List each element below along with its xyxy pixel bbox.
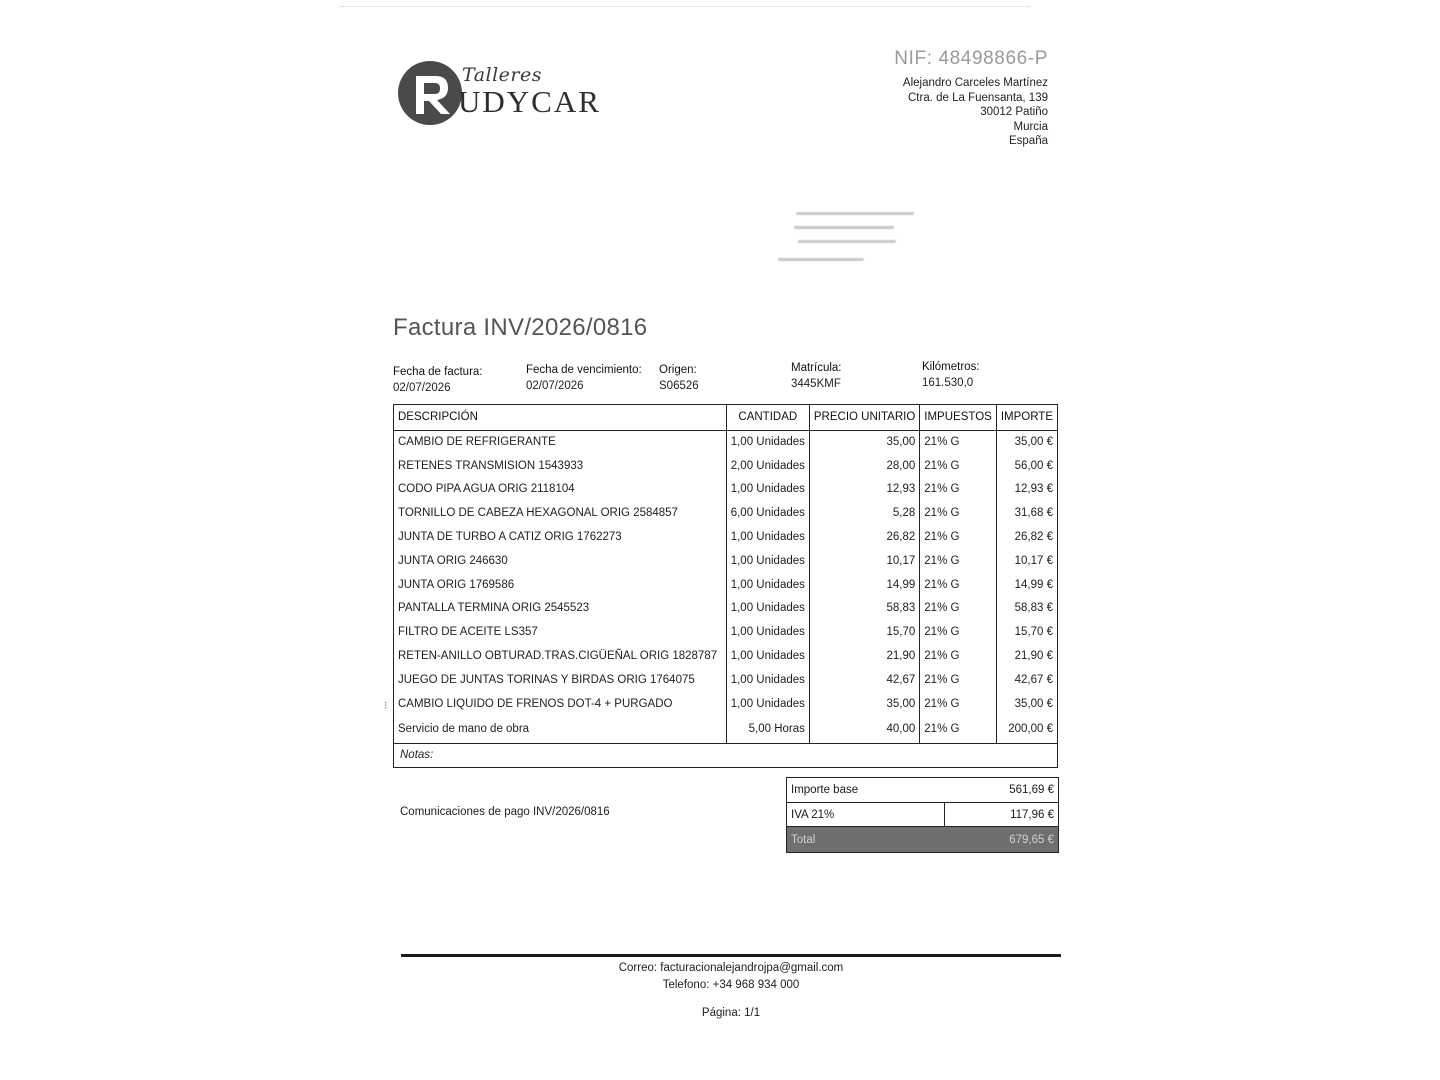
scan-artifact: [340, 6, 1030, 12]
totals-label: Total: [791, 833, 816, 846]
scan-margin-mark: ⁝: [384, 700, 388, 712]
cell-quantity: 5,00 Horas: [726, 716, 809, 743]
cell-quantity: 1,00 Unidades: [726, 549, 809, 573]
meta-label: Matrícula:: [791, 362, 842, 374]
cell-amount: 35,00 €: [1014, 436, 1053, 449]
table-row: [394, 692, 1057, 716]
footer-contact: [401, 960, 1061, 994]
cell-quantity: 1,00 Unidades: [726, 478, 809, 502]
cell-amount: 26,82 €: [1014, 531, 1053, 544]
cell-unit-price: 14,99: [809, 573, 919, 597]
company-info: [894, 48, 1048, 149]
cell-taxes: 21% G: [920, 668, 997, 692]
table-row: [394, 454, 1057, 478]
meta-value: 3445KMF: [791, 378, 841, 390]
cell-unit-price: 28,00: [809, 454, 919, 478]
notes-field: Notas:: [394, 743, 1057, 767]
col-header-taxes: IMPUESTOS: [920, 405, 997, 430]
meta-value: 02/07/2026: [393, 382, 451, 394]
cell-taxes: 21% G: [920, 573, 997, 597]
col-header-description: DESCRIPCIÓN: [394, 405, 726, 430]
totals-label: Importe base: [791, 784, 859, 796]
cell-description: Servicio de mano de obra: [394, 716, 726, 743]
meta-km: [922, 359, 980, 391]
cell-quantity: 1,00 Unidades: [726, 525, 809, 549]
cell-taxes: 21% G: [920, 478, 997, 502]
company-postcode-city: 30012 Patiño: [980, 106, 1048, 118]
cell-description: CAMBIO DE REFRIGERANTE: [394, 430, 726, 454]
cell-unit-price: 5,28: [809, 501, 919, 525]
logo-script-text: Talleres: [462, 64, 542, 86]
cell-unit-price: 58,83: [809, 597, 919, 621]
cell-quantity: 1,00 Unidades: [726, 668, 809, 692]
cell-amount: 10,17 €: [1014, 554, 1053, 567]
table-row: [394, 716, 1057, 743]
meta-label: Fecha de vencimiento:: [526, 364, 642, 376]
logo-wordmark: UDYCAR: [458, 84, 601, 119]
col-header-quantity: CANTIDAD: [726, 405, 809, 430]
meta-plate: [791, 360, 842, 392]
table-row: [394, 620, 1057, 644]
cell-unit-price: 42,67: [809, 668, 919, 692]
meta-label: Fecha de factura:: [393, 366, 483, 378]
cell-unit-price: 40,00: [809, 716, 919, 743]
cell-unit-price: 10,17: [809, 549, 919, 573]
cell-taxes: 21% G: [920, 597, 997, 621]
table-row: [394, 525, 1057, 549]
cell-description: CAMBIO LIQUIDO DE FRENOS DOT-4 + PURGADO: [394, 692, 726, 716]
col-header-amount: IMPORTE: [996, 405, 1057, 430]
cell-taxes: 21% G: [920, 549, 997, 573]
cell-taxes: 21% G: [920, 501, 997, 525]
cell-amount: 15,70 €: [1014, 626, 1053, 639]
invoice-lines-table: [393, 404, 1058, 768]
totals-value: 679,65 €: [1009, 833, 1054, 846]
table-row: [394, 501, 1057, 525]
cell-description: JUEGO DE JUNTAS TORINAS Y BIRDAS ORIG 1764075: [394, 668, 726, 692]
cell-amount: 58,83 €: [1014, 602, 1053, 615]
company-nif: NIF: 48498866-P: [894, 48, 1048, 69]
cell-amount: 200,00 €: [1008, 723, 1053, 736]
company-country: España: [1008, 135, 1048, 147]
cell-description: RETENES TRANSMISION 1543933: [394, 454, 726, 478]
meta-label: Kilómetros:: [922, 361, 980, 373]
cell-amount: 12,93 €: [1014, 483, 1053, 496]
meta-invoice-date: [393, 364, 483, 396]
cell-amount: 35,00 €: [1014, 697, 1053, 710]
meta-label: Origen:: [659, 364, 697, 376]
cell-amount: 21,90 €: [1014, 650, 1053, 663]
totals-label: IVA 21%: [791, 808, 835, 821]
redacted-recipient-address: [778, 208, 923, 270]
company-name: Alejandro Carceles Martínez: [902, 77, 1048, 89]
meta-due-date: [526, 362, 642, 394]
cell-amount: 14,99 €: [1014, 578, 1053, 591]
table-row: [394, 478, 1057, 502]
cell-description: PANTALLA TERMINA ORIG 2545523: [394, 597, 726, 621]
logo-r-emblem-icon: [396, 58, 466, 128]
footer-divider: [401, 954, 1061, 957]
cell-description: JUNTA ORIG 246630: [394, 549, 726, 573]
table-row: [394, 549, 1057, 573]
company-logo: [396, 58, 636, 128]
cell-taxes: 21% G: [920, 716, 997, 743]
payment-communication: Comunicaciones de pago INV/2026/0816: [400, 806, 610, 818]
table-header-row: [394, 405, 1057, 430]
cell-amount: 31,68 €: [1014, 507, 1053, 520]
table-row: [394, 430, 1057, 454]
cell-amount: 56,00 €: [1014, 459, 1053, 472]
totals-iva-row: [787, 802, 1058, 826]
cell-unit-price: 26,82: [809, 525, 919, 549]
cell-description: FILTRO DE ACEITE LS357: [394, 620, 726, 644]
page-number: Página: 1/1: [701, 1007, 761, 1019]
cell-quantity: 2,00 Unidades: [726, 454, 809, 478]
cell-description: JUNTA ORIG 1769586: [394, 573, 726, 597]
totals-value: 561,69 €: [1009, 784, 1054, 796]
invoice-title: Factura INV/2026/0816: [393, 314, 648, 341]
cell-description: JUNTA DE TURBO A CATIZ ORIG 1762273: [394, 525, 726, 549]
cell-taxes: 21% G: [920, 620, 997, 644]
meta-value: S06526: [659, 380, 699, 392]
cell-unit-price: 21,90: [809, 644, 919, 668]
cell-unit-price: 35,00: [809, 692, 919, 716]
cell-unit-price: 12,93: [809, 478, 919, 502]
table-row: [394, 573, 1057, 597]
table-row: [394, 644, 1057, 668]
cell-taxes: 21% G: [920, 454, 997, 478]
col-header-unit-price: PRECIO UNITARIO: [809, 405, 919, 430]
cell-quantity: 1,00 Unidades: [726, 692, 809, 716]
company-region: Murcia: [1013, 120, 1048, 133]
company-street: Ctra. de La Fuensanta, 139: [907, 91, 1048, 104]
totals-base-row: [787, 778, 1058, 802]
footer-email: Correo: facturacionalejandrojpa@gmail.com: [618, 962, 844, 974]
totals-value: 117,96 €: [944, 803, 1058, 826]
meta-value: 161.530,0: [922, 377, 974, 389]
cell-quantity: 1,00 Unidades: [726, 620, 809, 644]
cell-quantity: 1,00 Unidades: [726, 430, 809, 454]
cell-amount: 42,67 €: [1014, 673, 1053, 686]
cell-description: TORNILLO DE CABEZA HEXAGONAL ORIG 2584857: [394, 501, 726, 525]
cell-description: CODO PIPA AGUA ORIG 2118104: [394, 478, 726, 502]
totals-box: [786, 777, 1059, 853]
cell-taxes: 21% G: [920, 525, 997, 549]
cell-quantity: 1,00 Unidades: [726, 573, 809, 597]
cell-quantity: 1,00 Unidades: [726, 597, 809, 621]
table-row: [394, 668, 1057, 692]
cell-description: RETEN-ANILLO OBTURAD.TRAS.CIGÜEÑAL ORIG 1828787: [394, 644, 726, 668]
footer-phone: Telefono: +34 968 934 000: [662, 979, 800, 991]
table-row: [394, 597, 1057, 621]
meta-value: 02/07/2026: [526, 380, 584, 392]
cell-unit-price: 15,70: [809, 620, 919, 644]
cell-taxes: 21% G: [920, 692, 997, 716]
meta-origin: [659, 362, 699, 394]
totals-total-row: [787, 826, 1058, 852]
cell-quantity: 1,00 Unidades: [726, 644, 809, 668]
cell-taxes: 21% G: [920, 430, 997, 454]
cell-taxes: 21% G: [920, 644, 997, 668]
cell-unit-price: 35,00: [809, 430, 919, 454]
cell-quantity: 6,00 Unidades: [726, 501, 809, 525]
